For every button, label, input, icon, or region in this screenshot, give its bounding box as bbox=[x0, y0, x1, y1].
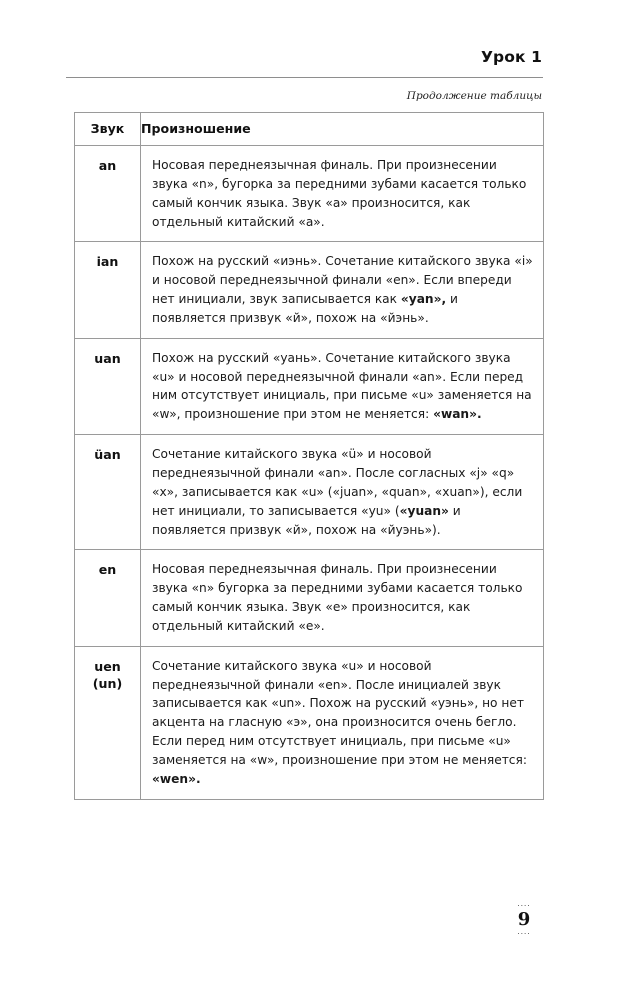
pronunciation-text: Носовая переднеязычная финаль. При произнесении звука «n» бугорка за передними зубами касается только самый кончик языка. Звук «e» произносится, как отдельный китайский «e». bbox=[152, 562, 523, 633]
running-head: Урок 1 bbox=[481, 48, 542, 66]
table-row bbox=[75, 550, 544, 646]
cell-sound bbox=[75, 550, 141, 646]
pronunciation-emphasis: «wan». bbox=[433, 407, 482, 422]
pronunciation-text: и появляется призвук «й», похож на «йуэнь»). bbox=[152, 503, 461, 537]
pronunciation-text: Сочетание китайского звука «ü» и носовой переднеязычной финали «an». После согласных «j» «q» «x», записывается как «u» («juan», «quan», «xuan»), если нет инициали, то записывается «yu» ( bbox=[152, 447, 523, 518]
pronunciation-text: Сочетание китайского звука «u» и носовой переднеязычной финали «en». После инициалей звук записывается как «un». Похож на русский «уэнь», но нет акцента на гласную «э», она произносится очень бегло. Если перед ним отсутствует инициаль, при письме «u» заменяется на «w», произношение при этом не меняется: bbox=[152, 658, 527, 767]
sound-label-alt: (un) bbox=[92, 676, 123, 692]
cell-pronunciation bbox=[141, 550, 544, 646]
table-row bbox=[75, 146, 544, 242]
cell-pronunciation bbox=[141, 646, 544, 799]
table-header bbox=[75, 113, 544, 146]
folio-ornament-top: ···· bbox=[517, 902, 531, 910]
column-header-pronunciation: Произношение bbox=[141, 113, 544, 146]
cell-sound bbox=[75, 435, 141, 550]
cell-pronunciation bbox=[141, 242, 544, 338]
cell-pronunciation bbox=[141, 435, 544, 550]
cell-sound bbox=[75, 146, 141, 242]
cell-sound bbox=[75, 242, 141, 338]
table-row bbox=[75, 242, 544, 338]
table-body bbox=[75, 146, 544, 800]
table-row bbox=[75, 338, 544, 434]
folio-ornament-bottom: ···· bbox=[517, 930, 531, 938]
table-row bbox=[75, 435, 544, 550]
pronunciation-emphasis: «wen». bbox=[152, 771, 201, 786]
pronunciation-text: Похож на русский «уань». Сочетание китайского звука «u» и носовой переднеязычной финали «an». Если перед ним отсутствует инициаль, при письме «u» заменяется на «w», произношение при этом не меняется: bbox=[152, 350, 532, 422]
pronunciation-text: Похож на русский «иэнь». Сочетание китайского звука «i» и носовой переднеязычной финали «en». Если впереди нет инициали, звук записывается как bbox=[152, 254, 533, 307]
pronunciation-text: и появляется призвук «й», похож на «йэнь». bbox=[152, 292, 458, 325]
sound-label: uen bbox=[94, 658, 121, 674]
cell-sound bbox=[75, 646, 141, 799]
table-row bbox=[75, 646, 544, 799]
cell-pronunciation bbox=[141, 338, 544, 434]
pronunciation-emphasis: «yan», bbox=[400, 292, 447, 307]
table-continuation-caption: Продолжение таблицы bbox=[406, 90, 542, 102]
page-folio bbox=[494, 903, 554, 937]
page-number: 9 bbox=[517, 909, 531, 930]
cell-pronunciation bbox=[141, 146, 544, 242]
column-header-sound: Звук bbox=[75, 113, 141, 146]
sound-label: uan bbox=[94, 350, 121, 366]
pronunciation-table bbox=[74, 112, 544, 800]
table-header-row bbox=[75, 113, 544, 146]
sound-label: ian bbox=[96, 254, 119, 270]
sound-label: üan bbox=[94, 447, 121, 463]
cell-sound bbox=[75, 338, 141, 434]
header-rule bbox=[66, 77, 543, 78]
sound-label: en bbox=[98, 562, 117, 578]
pronunciation-emphasis: «yuan» bbox=[399, 503, 449, 518]
pronunciation-text: Носовая переднеязычная финаль. При произнесении звука «n», бугорка за передними зубами касается только самый кончик языка. Звук «a» произносится, как отдельный китайский «a». bbox=[152, 158, 527, 229]
sound-label: an bbox=[98, 158, 117, 173]
